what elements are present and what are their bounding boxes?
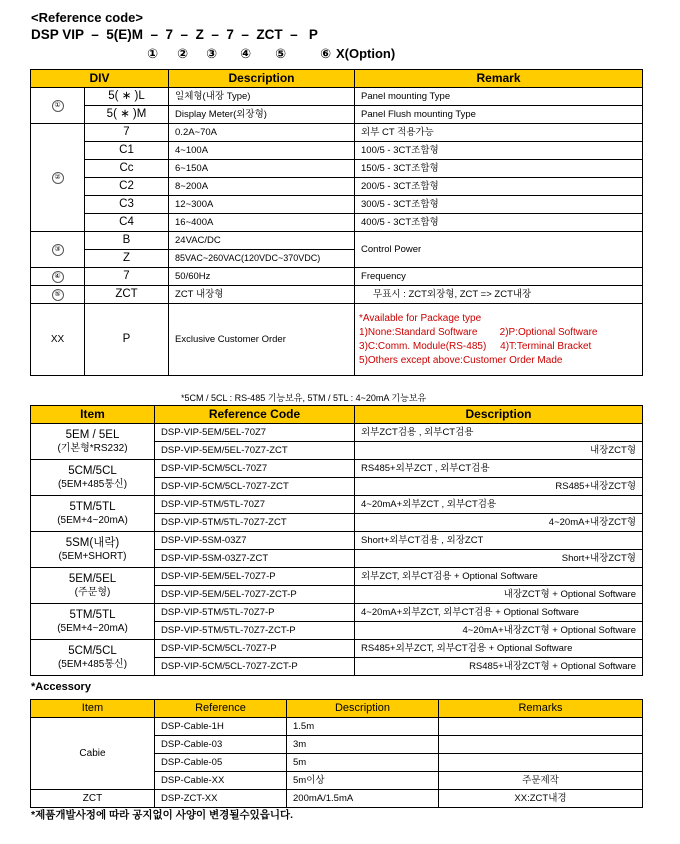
remark-cell: Frequency bbox=[355, 268, 643, 286]
footer-note: *제품개발사정에 따라 공지없이 사양이 변경될수있읍니다. bbox=[31, 809, 294, 821]
reference-code-cell: DSP-VIP-5TM/5TL-70Z7 bbox=[155, 496, 355, 514]
desc-cell: 12~300A bbox=[169, 196, 355, 214]
div-cell-3: ③ bbox=[31, 232, 85, 268]
remark-cell: Panel mounting Type bbox=[355, 88, 643, 106]
package-line: 3)C:Comm. Module(RS-485) 4)T:Terminal Bracket bbox=[359, 340, 592, 352]
acc-desc-cell: 200mA/1.5mA bbox=[287, 790, 439, 808]
marker-5: ⑤ bbox=[275, 46, 287, 61]
remark-cell: 100/5 - 3CT조합형 bbox=[355, 142, 643, 160]
reference-code-cell: DSP-VIP-5TM/5TL-70Z7-ZCT-P bbox=[155, 622, 355, 640]
remark-header: Remark bbox=[355, 70, 643, 88]
item-name: 5SM(내락) bbox=[65, 536, 120, 549]
item-name: 5TM/5TL bbox=[69, 608, 116, 621]
item-cell bbox=[31, 424, 155, 460]
accessory-table bbox=[30, 699, 643, 808]
item-name: 5CM/5CL bbox=[68, 644, 117, 657]
package-line: 5)Others except above:Customer Order Made bbox=[359, 354, 563, 366]
item-subtitle: (5EM+485통신) bbox=[57, 658, 128, 670]
code-cell: 5( ∗ )L bbox=[85, 88, 169, 106]
desc-cell: 일체형(내장 Type) bbox=[169, 88, 355, 106]
remark-cell: Control Power bbox=[355, 232, 643, 268]
acc-desc-cell: 1.5m bbox=[287, 718, 439, 736]
item-description-cell: RS485+내장ZCT형 bbox=[355, 478, 643, 496]
item-name: 5EM / 5EL bbox=[65, 428, 120, 441]
item-subtitle: (5EM+4~20mA) bbox=[57, 622, 128, 634]
remark-cell: 300/5 - 3CT조합형 bbox=[355, 196, 643, 214]
description-header: Description bbox=[169, 70, 355, 88]
reference-code-cell: DSP-VIP-5EM/5EL-70Z7 bbox=[155, 424, 355, 442]
div-cell-1: ① bbox=[31, 88, 85, 124]
acc-item-header: Item bbox=[31, 700, 155, 718]
acc-reference-header: Reference bbox=[155, 700, 287, 718]
acc-remark-cell: XX:ZCT내경 bbox=[439, 790, 643, 808]
item-description-cell: RS485+내장ZCT형 + Optional Software bbox=[355, 658, 643, 676]
div-table bbox=[30, 69, 643, 376]
item-description-cell: 내장ZCT형 bbox=[355, 442, 643, 460]
marker-6: ⑥ bbox=[320, 46, 332, 61]
item-subtitle: (주문형) bbox=[74, 586, 111, 598]
reference-code-cell: DSP-VIP-5SM-03Z7-ZCT bbox=[155, 550, 355, 568]
marker-option: X(Option) bbox=[336, 46, 396, 61]
function-note: *5CM / 5CL : RS-485 기능보유, 5TM / 5TL : 4~20mA 기능보유 bbox=[181, 393, 427, 403]
acc-remark-cell bbox=[439, 736, 643, 754]
remark-cell: 400/5 - 3CT조합형 bbox=[355, 214, 643, 232]
reference-code-line: DSP VIP – 5(E)M – 7 – Z – 7 – ZCT – P bbox=[31, 27, 318, 42]
desc-cell: Exclusive Customer Order bbox=[169, 304, 355, 376]
acc-ref-cell: DSP-Cable-XX bbox=[155, 772, 287, 790]
reference-code-cell: DSP-VIP-5EM/5EL-70Z7-ZCT bbox=[155, 442, 355, 460]
item-cell bbox=[31, 640, 155, 676]
item-description-cell: 4~20mA+외부ZCT, 외부CT검용 + Optional Software bbox=[355, 604, 643, 622]
acc-ref-cell: DSP-Cable-05 bbox=[155, 754, 287, 772]
acc-desc-cell: 5m bbox=[287, 754, 439, 772]
reference-code-cell: DSP-VIP-5TM/5TL-70Z7-ZCT bbox=[155, 514, 355, 532]
reference-code-cell: DSP-VIP-5SM-03Z7 bbox=[155, 532, 355, 550]
code-cell: ZCT bbox=[85, 286, 169, 304]
div-cell-2: ② bbox=[31, 124, 85, 232]
acc-description-header: Description bbox=[287, 700, 439, 718]
desc-cell: ZCT 내장형 bbox=[169, 286, 355, 304]
reference-code-cell: DSP-VIP-5TM/5TL-70Z7-P bbox=[155, 604, 355, 622]
item-description-cell: 내장ZCT형 + Optional Software bbox=[355, 586, 643, 604]
remark-cell: 외부 CT 적용가능 bbox=[355, 124, 643, 142]
code-cell: Z bbox=[85, 250, 169, 268]
desc-cell: 16~400A bbox=[169, 214, 355, 232]
item-description-cell: 4~20mA+내장ZCT형 + Optional Software bbox=[355, 622, 643, 640]
zct-item-cell: ZCT bbox=[31, 790, 155, 808]
reference-code-cell: DSP-VIP-5EM/5EL-70Z7-ZCT-P bbox=[155, 586, 355, 604]
acc-ref-cell: DSP-ZCT-XX bbox=[155, 790, 287, 808]
item-cell bbox=[31, 532, 155, 568]
item-description-cell: Short+외부CT검용 , 외장ZCT bbox=[355, 532, 643, 550]
item-description-cell: 4~20mA+외부ZCT , 외부CT검용 bbox=[355, 496, 643, 514]
acc-remarks-header: Remarks bbox=[439, 700, 643, 718]
item-description-cell: RS485+외부ZCT , 외부CT검용 bbox=[355, 460, 643, 478]
item-subtitle: (5EM+485통신) bbox=[57, 478, 128, 490]
acc-desc-cell: 5m이상 bbox=[287, 772, 439, 790]
reference-code-cell: DSP-VIP-5EM/5EL-70Z7-P bbox=[155, 568, 355, 586]
item-header: Item bbox=[31, 406, 155, 424]
item-subtitle: (5EM+SHORT) bbox=[58, 550, 127, 562]
remark-cell: 150/5 - 3CT조합형 bbox=[355, 160, 643, 178]
item-name: 5TM/5TL bbox=[69, 500, 116, 513]
item-subtitle: (기본형*RS232) bbox=[57, 442, 128, 454]
code-cell: C2 bbox=[85, 178, 169, 196]
marker-4: ④ bbox=[240, 46, 252, 61]
acc-remark-cell: 주문제작 bbox=[439, 772, 643, 790]
item-cell bbox=[31, 460, 155, 496]
code-cell: B bbox=[85, 232, 169, 250]
reference-code-cell: DSP-VIP-5CM/5CL-70Z7 bbox=[155, 460, 355, 478]
item-name: 5EM/5EL bbox=[68, 572, 117, 585]
desc-cell: Display Meter(외장형) bbox=[169, 106, 355, 124]
reference-code-cell: DSP-VIP-5CM/5CL-70Z7-P bbox=[155, 640, 355, 658]
package-remark-cell bbox=[355, 304, 643, 376]
accessory-title: *Accessory bbox=[31, 681, 91, 693]
div-header: DIV bbox=[31, 70, 169, 88]
marker-2: ② bbox=[177, 46, 189, 61]
package-line: 1)None:Standard Software 2)P:Optional Software bbox=[359, 326, 598, 338]
desc-cell: 50/60Hz bbox=[169, 268, 355, 286]
code-cell: 5( ∗ )M bbox=[85, 106, 169, 124]
reference-code-cell: DSP-VIP-5CM/5CL-70Z7-ZCT bbox=[155, 478, 355, 496]
reference-code-title: <Reference code> bbox=[31, 10, 144, 25]
desc-cell: 85VAC~260VAC(120VDC~370VDC) bbox=[169, 250, 355, 268]
cable-item-cell: Cabie bbox=[31, 718, 155, 790]
item-cell bbox=[31, 568, 155, 604]
div-cell-5: ⑤ bbox=[31, 286, 85, 304]
item-description-cell: 외부ZCT, 외부CT검용 + Optional Software bbox=[355, 568, 643, 586]
marker-3: ③ bbox=[206, 46, 218, 61]
item-subtitle: (5EM+4~20mA) bbox=[57, 514, 128, 526]
remark-cell: 무표시 : ZCT외장형, ZCT => ZCT내장 bbox=[355, 286, 643, 304]
div-cell-4: ④ bbox=[31, 268, 85, 286]
description-header: Description bbox=[355, 406, 643, 424]
item-description-cell: RS485+외부ZCT, 외부CT검용 + Optional Software bbox=[355, 640, 643, 658]
desc-cell: 6~150A bbox=[169, 160, 355, 178]
acc-ref-cell: DSP-Cable-03 bbox=[155, 736, 287, 754]
item-description-cell: Short+내장ZCT형 bbox=[355, 550, 643, 568]
remark-cell: Panel Flush mounting Type bbox=[355, 106, 643, 124]
desc-cell: 4~100A bbox=[169, 142, 355, 160]
item-description-cell: 4~20mA+내장ZCT형 bbox=[355, 514, 643, 532]
item-description-cell: 외부ZCT검용 , 외부CT검용 bbox=[355, 424, 643, 442]
div-cell-xx: XX bbox=[31, 304, 85, 376]
package-line: *Available for Package type bbox=[359, 312, 482, 324]
code-cell: Cc bbox=[85, 160, 169, 178]
acc-remark-cell bbox=[439, 754, 643, 772]
acc-ref-cell: DSP-Cable-1H bbox=[155, 718, 287, 736]
item-table bbox=[30, 405, 643, 676]
item-name: 5CM/5CL bbox=[68, 464, 117, 477]
code-cell: C1 bbox=[85, 142, 169, 160]
desc-cell: 8~200A bbox=[169, 178, 355, 196]
item-cell bbox=[31, 496, 155, 532]
code-cell: C3 bbox=[85, 196, 169, 214]
code-cell: C4 bbox=[85, 214, 169, 232]
desc-cell: 24VAC/DC bbox=[169, 232, 355, 250]
acc-remark-cell bbox=[439, 718, 643, 736]
item-cell bbox=[31, 604, 155, 640]
acc-desc-cell: 3m bbox=[287, 736, 439, 754]
reference-code-header: Reference Code bbox=[155, 406, 355, 424]
code-cell: 7 bbox=[85, 124, 169, 142]
reference-code-cell: DSP-VIP-5CM/5CL-70Z7-ZCT-P bbox=[155, 658, 355, 676]
remark-cell: 200/5 - 3CT조합형 bbox=[355, 178, 643, 196]
code-cell: P bbox=[85, 304, 169, 376]
desc-cell: 0.2A~70A bbox=[169, 124, 355, 142]
marker-1: ① bbox=[147, 46, 159, 61]
code-cell: 7 bbox=[85, 268, 169, 286]
